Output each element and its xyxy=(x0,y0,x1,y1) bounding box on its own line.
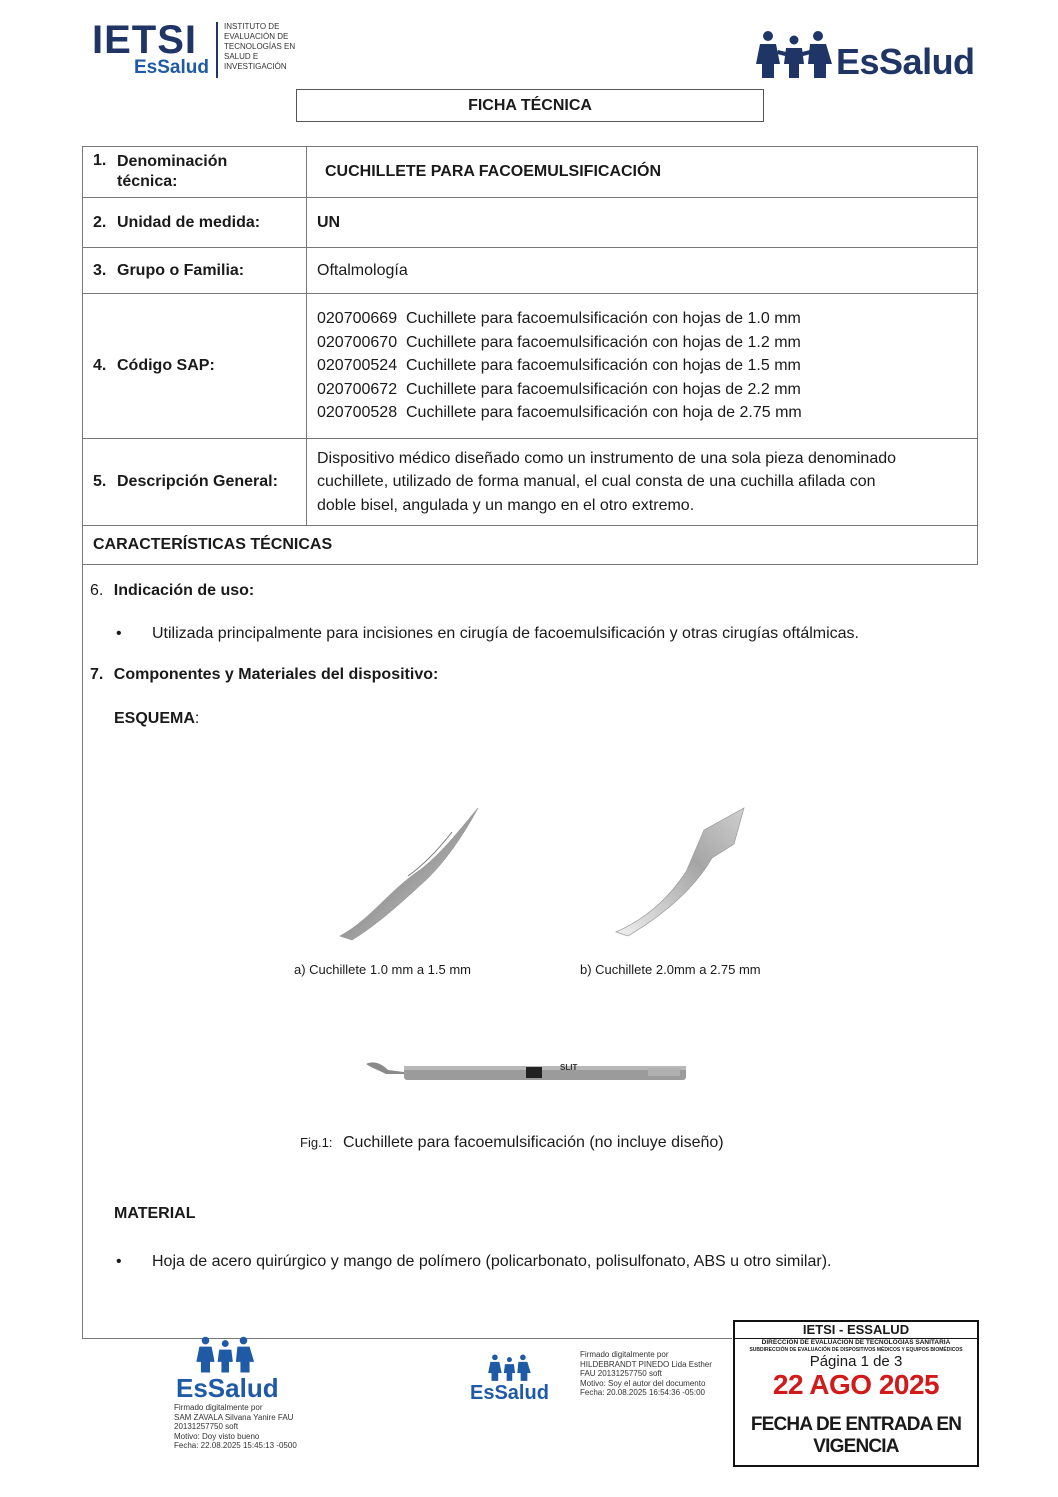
row-label xyxy=(83,147,307,197)
vigencia-stamp xyxy=(733,1320,979,1467)
signature-line: HILDEBRANDT PINEDO Lida Esther xyxy=(580,1359,712,1369)
list-item xyxy=(116,625,859,643)
table-row xyxy=(83,439,977,526)
label-line: técnica: xyxy=(117,173,178,190)
esquema-label xyxy=(114,710,199,728)
document-title: FICHA TÉCNICA xyxy=(296,89,764,122)
section6-heading xyxy=(90,582,254,600)
ietsi-institute-text xyxy=(224,22,314,72)
section-number: 7. xyxy=(90,666,104,683)
sap-codes xyxy=(307,294,977,438)
essalud-logo-text: EsSalud xyxy=(836,41,975,82)
handle-brand-text: SLIT xyxy=(560,1063,578,1072)
signature-line: 20131257750 soft xyxy=(174,1422,239,1431)
institute-line: INVESTIGACIÓN xyxy=(224,62,287,71)
essalud-family-icon xyxy=(196,1336,256,1374)
caption-a: a) Cuchillete 1.0 mm a 1.5 mm xyxy=(294,962,472,977)
sap-code: 020700670 xyxy=(317,333,398,351)
essalud-family-icon xyxy=(756,30,834,80)
esquema-colon: : xyxy=(194,710,200,727)
sap-desc: Cuchillete para facoemulsificación con hojas de 2.2 mm xyxy=(405,380,801,398)
caption-b: b) Cuchillete 2.0mm a 2.75 mm xyxy=(580,962,761,977)
row-label xyxy=(83,439,307,525)
knife-handle-image xyxy=(364,1056,694,1086)
bullet-icon: • xyxy=(116,1253,122,1270)
bullet-text: Hoja de acero quirúrgico y mango de polímero (policarbonato, polisulfonato, ABS u otro similar). xyxy=(152,1253,832,1270)
section-number: 6. xyxy=(90,582,104,599)
footer-logo-text: EsSalud xyxy=(470,1382,549,1404)
signature-line: SAM ZAVALA Silvana Yanire FAU xyxy=(174,1412,294,1422)
sap-code: 020700669 xyxy=(317,310,398,328)
signature-line: Fecha: 20.08.2025 16:54:36 -05:00 xyxy=(580,1388,705,1397)
table-row xyxy=(83,248,977,294)
signature-line: Firmado digitalmente por xyxy=(580,1350,669,1359)
sap-desc: Cuchillete para facoemulsificación con hojas de 1.2 mm xyxy=(405,333,801,351)
signature-line: FAU 20131257750 soft xyxy=(580,1369,662,1378)
row-number: 5. xyxy=(93,473,107,490)
signature-line: Motivo: Doy visto bueno xyxy=(174,1431,260,1441)
sap-code: 020700528 xyxy=(317,404,398,422)
descripcion-value xyxy=(307,439,977,525)
sap-code-line xyxy=(317,401,802,425)
fig-caption-text: Cuchillete para facoemulsificación (no incluye diseño) xyxy=(342,1134,724,1151)
row-label xyxy=(83,294,307,438)
bullet-icon: • xyxy=(116,625,122,642)
section-left-border xyxy=(82,561,83,1339)
esquema-heading: ESQUEMA xyxy=(114,710,195,727)
section-title: Indicación de uso: xyxy=(113,582,255,599)
signature-line: Firmado digitalmente por xyxy=(174,1403,263,1412)
ietsi-logo-wordmark: IETSI xyxy=(92,18,198,62)
label-text: Unidad de medida: xyxy=(117,213,261,231)
sap-code-line xyxy=(317,307,802,331)
table-row xyxy=(83,198,977,248)
signature-block-2 xyxy=(580,1350,712,1398)
label-text: Grupo o Familia: xyxy=(117,261,245,279)
row-number: 3. xyxy=(93,261,107,279)
row-label xyxy=(83,248,307,293)
sap-code: 020700524 xyxy=(317,357,398,375)
row-number: 2. xyxy=(93,213,107,231)
label-text: Descripción General: xyxy=(117,473,278,490)
blade-a-image xyxy=(330,800,490,945)
ietsi-logo-divider xyxy=(216,22,218,78)
row-number: 4. xyxy=(93,357,107,374)
sap-code: 020700672 xyxy=(317,380,398,398)
denominacion-value: CUCHILLETE PARA FACOEMULSIFICACIÓN xyxy=(325,163,661,180)
grupo-value: Oftalmología xyxy=(317,261,408,279)
stamp-title: IETSI - ESSALUD xyxy=(735,1322,977,1339)
section-title: Componentes y Materiales del dispositivo: xyxy=(113,666,439,683)
signature-block-1 xyxy=(174,1403,297,1451)
table-row xyxy=(83,147,977,198)
page-number: Página 1 de 3 xyxy=(809,1353,903,1370)
essalud-family-icon xyxy=(488,1354,532,1382)
stamp-subtitle: DIRECCIÓN DE EVALUACIÓN DE TECNOLOGÍAS SANITARIA xyxy=(761,1339,951,1346)
unidad-value: UN xyxy=(317,213,341,231)
sap-desc: Cuchillete para facoemulsificación con hoja de 2.75 mm xyxy=(405,404,802,422)
caracteristicas-heading: CARACTERÍSTICAS TÉCNICAS xyxy=(93,536,333,553)
institute-line: EVALUACIÓN DE xyxy=(224,32,289,41)
section7-heading xyxy=(90,666,438,684)
ietsi-logo-essalud: EsSalud xyxy=(134,57,209,78)
institute-line: SALUD E xyxy=(224,52,259,61)
blade-b-image xyxy=(608,800,758,945)
figure-caption xyxy=(300,1134,724,1152)
signature-line: Motivo: Soy el autor del documento xyxy=(580,1378,706,1388)
table-row xyxy=(83,526,977,564)
description-line: cuchillete, utilizado de forma manual, el cual consta de una cuchilla afilada con xyxy=(317,473,876,491)
institute-line: INSTITUTO DE xyxy=(224,22,280,31)
footer-logo-text: EsSalud xyxy=(176,1373,279,1403)
sap-code-line xyxy=(317,331,802,355)
label-line: Denominación xyxy=(117,153,228,170)
table-row xyxy=(83,294,977,439)
description-line: doble bisel, angulada y un mango en el otro extremo. xyxy=(317,496,695,514)
row-number: 1. xyxy=(93,152,107,169)
sap-desc: Cuchillete para facoemulsificación con hojas de 1.5 mm xyxy=(405,357,801,375)
sap-code-line xyxy=(317,354,802,378)
material-heading: MATERIAL xyxy=(114,1205,196,1222)
institute-line: TECNOLOGÍAS EN xyxy=(224,42,296,51)
list-item xyxy=(116,1253,831,1271)
signature-line: Fecha: 22.08.2025 15:45:13 -0500 xyxy=(174,1441,297,1450)
stamp-vigencia: FECHA DE ENTRADA EN VIGENCIA xyxy=(750,1414,962,1457)
stamp-date: 22 AGO 2025 xyxy=(772,1369,940,1400)
label-text: Código SAP: xyxy=(117,357,215,374)
fig-label: Fig.1: xyxy=(300,1135,333,1150)
spec-table xyxy=(82,146,978,565)
row-label xyxy=(83,198,307,247)
section-bottom-border xyxy=(82,1338,732,1339)
stamp-subtitle: SUBDIRECCIÓN DE EVALUACIÓN DE DISPOSITIVOS MÉDICOS Y EQUIPOS BIOMÉDICOS xyxy=(749,1347,963,1353)
sap-code-line xyxy=(317,378,802,402)
sap-desc: Cuchillete para facoemulsificación con hojas de 1.0 mm xyxy=(405,310,801,328)
bullet-text: Utilizada principalmente para incisiones en cirugía de facoemulsificación y otras cirugías oftálmicas. xyxy=(152,625,859,642)
description-line: Dispositivo médico diseñado como un instrumento de una sola pieza denominado xyxy=(317,449,897,467)
